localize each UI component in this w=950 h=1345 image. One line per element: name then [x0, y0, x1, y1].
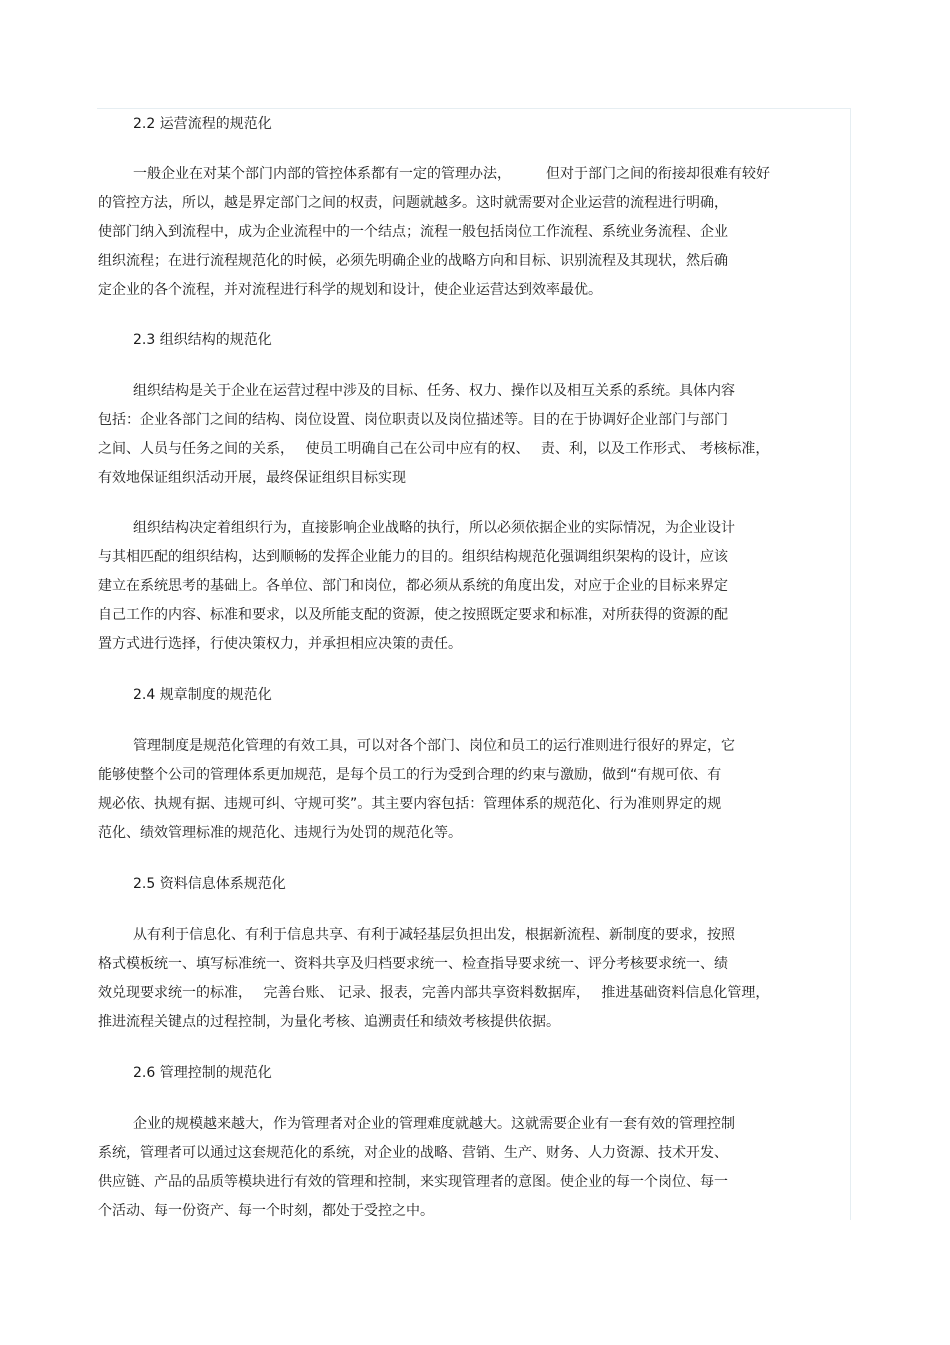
- paragraph-line: 范化、绩效管理标准的规范化、违规行为处罚的规范化等。: [98, 825, 462, 841]
- paragraph-line: 的管控方法，所以，越是界定部门之间的权责，问题就越多。这时就需要对企业运营的流程进行明确，: [98, 195, 728, 211]
- paragraph-line: 之间、人员与任务之间的关系， 使员工明确自己在公司中应有的权、 责、利，以及工作形式、 考核标准，: [98, 441, 770, 457]
- paragraph-line: 供应链、产品的品质等模块进行有效的管理和控制，来实现管理者的意图。使企业的每一个岗位、每一: [98, 1174, 728, 1190]
- page-frame: [97, 108, 851, 1220]
- paragraph-line: 格式模板统一、填写标准统一、资料共享及归档要求统一、检查指导要求统一、评分考核要求统一、绩: [98, 956, 728, 972]
- section-heading-2-2: 2.2 运营流程的规范化: [133, 116, 272, 132]
- section-heading-2-3: 2.3 组织结构的规范化: [133, 332, 272, 348]
- paragraph-line: 系统，管理者可以通过这套规范化的系统，对企业的战略、营销、生产、财务、人力资源、技术开发、: [98, 1145, 728, 1161]
- paragraph-line: 自己工作的内容、标准和要求，以及所能支配的资源，使之按照既定要求和标准，对所获得的资源的配: [98, 607, 728, 623]
- paragraph-line: 组织流程；在进行流程规范化的时候，必须先明确企业的战略方向和目标、识别流程及其现状，然后确: [98, 253, 728, 269]
- paragraph-line: 规必依、执规有据、违规可纠、守规可奖”。其主要内容包括：管理体系的规范化、行为准则界定的规: [98, 796, 722, 812]
- paragraph-line: 包括：企业各部门之间的结构、岗位设置、岗位职责以及岗位描述等。目的在于协调好企业部门与部门: [98, 412, 728, 428]
- paragraph-line: 能够使整个公司的管理体系更加规范，是每个员工的行为受到合理的约束与激励，做到“有规可依、有: [98, 767, 722, 783]
- paragraph-line: 推进流程关键点的过程控制，为量化考核、追溯责任和绩效考核提供依据。: [98, 1014, 560, 1030]
- paragraph-line: 置方式进行选择，行使决策权力，并承担相应决策的责任。: [98, 636, 462, 652]
- paragraph-line: 组织结构决定着组织行为，直接影响企业战略的执行，所以必须依据企业的实际情况，为企业设计: [133, 520, 735, 536]
- section-heading-2-5: 2.5 资料信息体系规范化: [133, 876, 286, 892]
- paragraph-line: 使部门纳入到流程中，成为企业流程中的一个结点；流程一般包括岗位工作流程、系统业务流程、企业: [98, 224, 728, 240]
- section-heading-2-4: 2.4 规章制度的规范化: [133, 687, 272, 703]
- paragraph-line: 管理制度是规范化管理的有效工具，可以对各个部门、岗位和员工的运行准则进行很好的界定，它: [133, 738, 735, 754]
- paragraph-line: 企业的规模越来越大，作为管理者对企业的管理难度就越大。这就需要企业有一套有效的管理控制: [133, 1116, 735, 1132]
- paragraph-line: 个活动、每一份资产、每一个时刻，都处于受控之中。: [98, 1203, 434, 1219]
- paragraph-line: 与其相匹配的组织结构，达到顺畅的发挥企业能力的目的。组织结构规范化强调组织架构的设计，应该: [98, 549, 728, 565]
- paragraph-line: 一般企业在对某个部门内部的管控体系都有一定的管理办法， 但对于部门之间的衔接却很难有较好: [133, 166, 770, 182]
- section-heading-2-6: 2.6 管理控制的规范化: [133, 1065, 272, 1081]
- paragraph-line: 建立在系统思考的基础上。各单位、部门和岗位，都必须从系统的角度出发，对应于企业的目标来界定: [98, 578, 728, 594]
- paragraph-line: 有效地保证组织活动开展，最终保证组织目标实现: [98, 470, 406, 486]
- paragraph-line: 定企业的各个流程，并对流程进行科学的规划和设计，使企业运营达到效率最优。: [98, 282, 602, 298]
- paragraph-line: 从有利于信息化、有利于信息共享、有利于减轻基层负担出发，根据新流程、新制度的要求，按照: [133, 927, 735, 943]
- paragraph-line: 组织结构是关于企业在运营过程中涉及的目标、任务、权力、操作以及相互关系的系统。具体内容: [133, 383, 735, 399]
- paragraph-line: 效兑现要求统一的标准， 完善台账、 记录、报表，完善内部共享资料数据库， 推进基础资料信息化管理，: [98, 985, 770, 1001]
